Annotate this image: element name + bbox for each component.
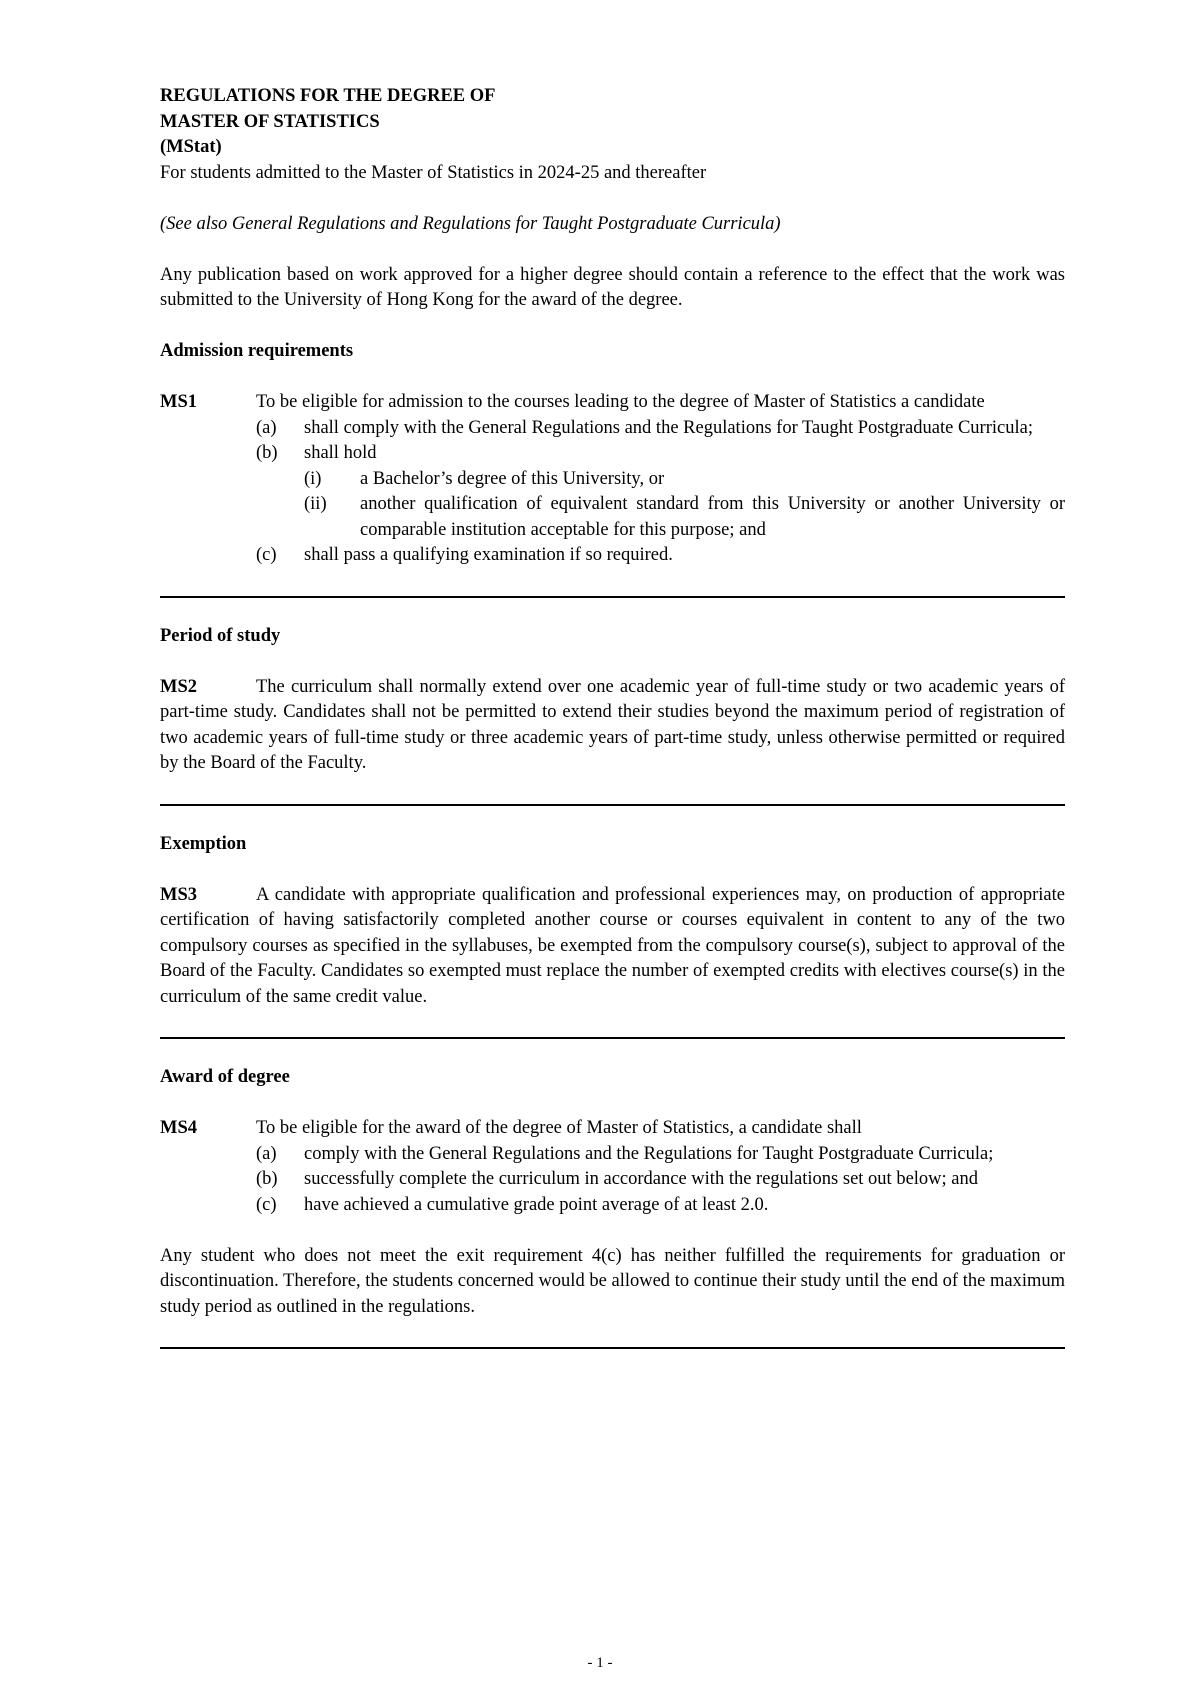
document-title-line3: (MStat)	[160, 137, 222, 157]
document-subtitle: For students admitted to the Master of Statistics in 2024-25 and thereafter	[160, 162, 707, 183]
award-heading: Award of degree	[160, 1067, 290, 1087]
ms4-paragraph	[160, 1116, 1065, 1142]
admission-heading: Admission requirements	[160, 341, 354, 361]
document-title-line1: REGULATIONS FOR THE DEGREE OF	[160, 86, 496, 106]
ms1-item-b	[160, 441, 1065, 467]
ms1-intro: To be eligible for admission to the courses leading to the degree of Master of Statistics a candidate	[256, 392, 985, 412]
section-divider	[160, 596, 1065, 598]
subitem-label: (i)	[304, 468, 322, 489]
ms4-item-a	[160, 1142, 1065, 1168]
period-heading: Period of study	[160, 625, 281, 646]
item-text: shall pass a qualifying examination if so required.	[304, 545, 673, 565]
ms1-subitem-ii	[160, 492, 1065, 543]
item-text: shall comply with the General Regulations and the Regulations for Taught Postgraduate Curricula;	[304, 417, 1033, 438]
item-label: (a)	[256, 1143, 277, 1164]
item-text: comply with the General Regulations and the Regulations for Taught Postgraduate Curricula;	[304, 1143, 994, 1164]
ms2-code: MS2	[160, 676, 197, 697]
subitem-text: another qualification of equivalent standard from this University or another University or comparable institution acceptable for this purpose; and	[360, 494, 1065, 540]
ms1-code: MS1	[160, 392, 197, 412]
ms1-subitem-i	[160, 467, 1065, 493]
ms3-code: MS3	[160, 884, 197, 905]
see-also-note: (See also General Regulations and Regulations for Taught Postgraduate Curricula)	[160, 213, 781, 234]
exemption-heading: Exemption	[160, 833, 247, 854]
ms1-paragraph	[160, 390, 1065, 416]
section-divider	[160, 1347, 1065, 1349]
ms4-item-b	[160, 1167, 1065, 1193]
item-label: (b)	[256, 443, 278, 463]
ms4-item-c	[160, 1193, 1065, 1219]
document-page	[160, 84, 1065, 1375]
ms4-intro: To be eligible for the award of the degree of Master of Statistics, a candidate shall	[256, 1118, 862, 1138]
page-number: - 1 -	[587, 1655, 613, 1671]
section-divider	[160, 1037, 1065, 1039]
ms1-item-a	[160, 416, 1065, 442]
ms2-paragraph	[160, 675, 1065, 777]
ms1-item-c	[160, 543, 1065, 569]
document-title-line2: MASTER OF STATISTICS	[160, 111, 380, 132]
section-divider	[160, 804, 1065, 806]
item-text: shall hold	[304, 443, 377, 463]
item-label: (a)	[256, 417, 277, 438]
item-label: (b)	[256, 1169, 278, 1189]
ms2-text: The curriculum shall normally extend over one academic year of full-time study or two academic years of part-time study. Candidates shall not be permitted to extend their studies beyond the maximum period of registration of two academic years of full-time study or three academic years of part-time study, unless otherwise permitted or required by the Board of the Faculty.	[160, 676, 1065, 773]
exit-requirement-note: Any student who does not meet the exit requirement 4(c) has neither fulfilled the requirements for graduation or discontinuation. Therefore, the students concerned would be allowed to continue their study until the end of the maximum study period as outlined in the regulations.	[160, 1245, 1065, 1317]
publication-note: Any publication based on work approved for a higher degree should contain a reference to the effect that the work was submitted to the University of Hong Kong for the award of the degree.	[160, 264, 1065, 310]
item-label: (c)	[256, 545, 277, 565]
ms3-text: A candidate with appropriate qualification and professional experiences may, on production of appropriate certification of having satisfactorily completed another course or courses equivalent in content to any of the two compulsory courses as specified in the syllabuses, be exempted from the compulsory course(s), subject to approval of the Board of the Faculty. Candidates so exempted must replace the number of exempted credits with electives course(s) in the curriculum of the same credit value.	[160, 884, 1065, 1007]
ms3-paragraph	[160, 883, 1065, 1011]
ms4-code: MS4	[160, 1118, 197, 1138]
subitem-label: (ii)	[304, 494, 327, 514]
item-text: successfully complete the curriculum in accordance with the regulations set out below; and	[304, 1169, 979, 1189]
subitem-text: a Bachelor’s degree of this University, or	[360, 468, 665, 489]
item-label: (c)	[256, 1194, 277, 1215]
item-text: have achieved a cumulative grade point average of at least 2.0.	[304, 1194, 769, 1215]
